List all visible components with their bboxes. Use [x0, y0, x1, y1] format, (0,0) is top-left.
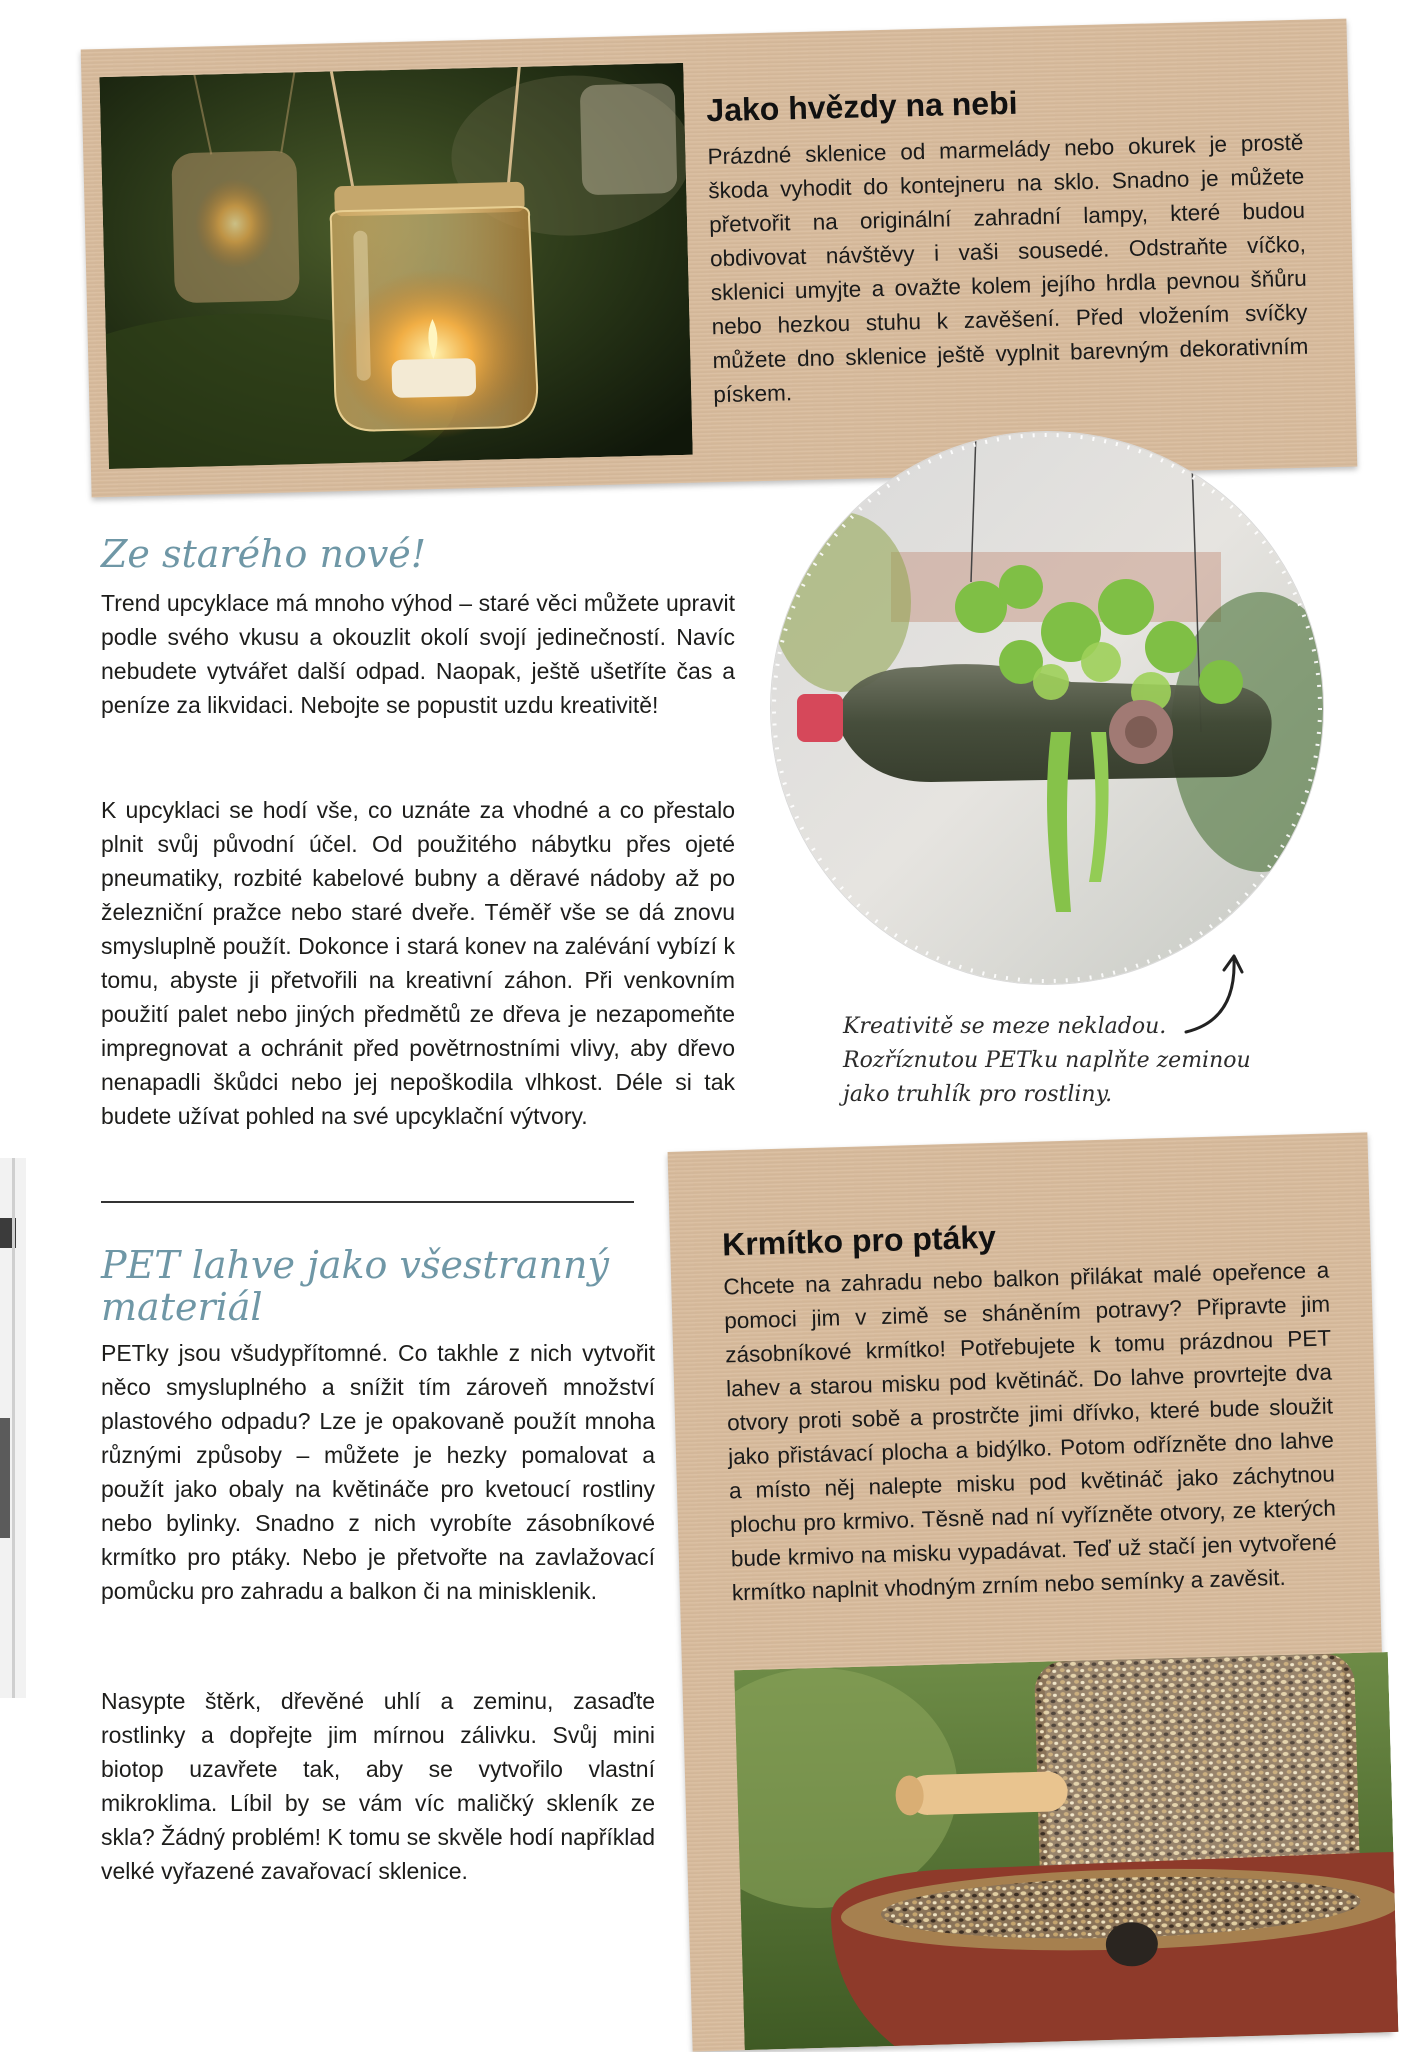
- caption-line-1: Kreativitě se meze nekladou.: [843, 1014, 1167, 1039]
- caption-line-2: Rozříznutou PETku naplňte zeminou: [843, 1048, 1251, 1073]
- jars-card: [81, 19, 1358, 498]
- feeder-card-text: Chcete na zahradu nebo balkon přilákat malé opeřence a pomoci jim v zimě se sháněním potravy? Připravte jim zásobníkové krmítko! Potřebujete k tomu prázdnou PET lahev a starou misku pod květináč. Do lahve provrtejte dva otvory proti sobě a prostrčte jimi dřívko, které bude sloužit jako přistávací plocha a bidýlko. Potom odřízněte dno lahve a místo něj nalepte misku pod květináč jako záchytnou plochu pro krmivo. Těsně nad ní vyřízněte otvory, ze kterých bude krmivo na misku vypadávat. Teď už stačí jen vytvořené krmítko naplnit vhodným zrním nebo semínky a zavěsit.: [723, 1257, 1338, 1606]
- section-divider: [101, 1201, 634, 1203]
- bird-feeder-card: [668, 1132, 1393, 2051]
- upcycling-paragraph-1: Trend upcyklace má mnoho výhod – staré věci můžete upravit podle svého vkusu a okouzlit okolí svojí jedinečností. Navíc nebudete vytvářet další odpad. Naopak, ještě ušetříte čas a peníze za likvidaci. Nebojte se popustit uzdu kreativitě!: [101, 590, 735, 718]
- bird-feeder-photo: [734, 1652, 1398, 2050]
- pet-heading-line-2: materiál: [101, 1285, 263, 1329]
- photo-caption: [843, 1010, 1283, 1120]
- upcycling-paragraph-2: K upcyklaci se hodí vše, co uznáte za vhodné a co přestalo plnit svůj původní účel. Od použitého nábytku přes ojeté pneumatiky, rozbité kabelové bubny a děravé nádoby až po železniční pražce nebo staré dveře. Téměř vše se dá znovu smysluplně použít. Dokonce i stará konev na zalévání vybízí k tomu, abyste ji přetvořili na kreativní záhon. Při venkovním použití palet nebo jiných předmětů ze dřeva je nezapomeňte impregnovat a ochránit před povětrnostními vlivy, aby dřevo nenapadli škůdci nebo jej nepoškodila vlhkost. Déle si tak budete užívat pohled na své upcyklační výtvory.: [101, 797, 735, 1129]
- jar-lantern-photo: [99, 63, 692, 469]
- jars-card-text: Prázdné sklenice od marmelády nebo okurek je prostě škoda vyhodit do kontejneru na sklo. Snadno je můžete přetvořit na originální zahradní lampy, které budou obdivovat návštěvy i vaši sousedé. Odstraňte víčko, sklenici umyjte a ovažte kolem jejího hrdla pevnou šňůru nebo hezkou stuhu k zavěšení. Před vložením svíčky můžete dno sklenice ještě vyplnit barevným dekorativním pískem.: [707, 129, 1309, 408]
- caption-line-3: jako truhlík pro rostliny.: [843, 1082, 1113, 1107]
- pet-paragraph-1: PETky jsou všudypřítomné. Co takhle z nich vytvořit něco smysluplného a snížit tím zároveň množství plastového odpadu? Lze je opakovaně použít mnoha různými způsoby – můžete je hezky pomalovat a použít jako obaly na květináče pro kvetoucí rostliny nebo bylinky. Snadno z nich vyrobíte zásobníkové krmítko pro ptáky. Nebo je přetvořte na zavlažovací pomůcku pro zahradu a balkon či na minisklenik.: [101, 1340, 655, 1604]
- upcycling-heading: Ze starého nové!: [101, 532, 427, 576]
- pet-heading-line-1: PET lahve jako všestranný: [101, 1243, 609, 1287]
- pet-paragraph-2: Nasypte štěrk, dřevěné uhlí a zeminu, zasaďte rostlinky a dopřejte jim mírnou zálivku. Svůj mini biotop uzavřete tak, aby se vytvořilo vlastní mikroklima. Líbil by se vám víc maličký skleník ze skla? Žádný problém! K tomu se skvěle hodí například velké vyřazené zavařovací sklenice.: [101, 1688, 655, 1884]
- edge-photo-strip: [0, 1158, 26, 1698]
- feeder-card-title: Krmítko pro ptáky: [721, 1218, 997, 1263]
- jars-card-title: Jako hvězdy na nebi: [705, 84, 1018, 129]
- succulent-bottle-photo: [771, 432, 1323, 984]
